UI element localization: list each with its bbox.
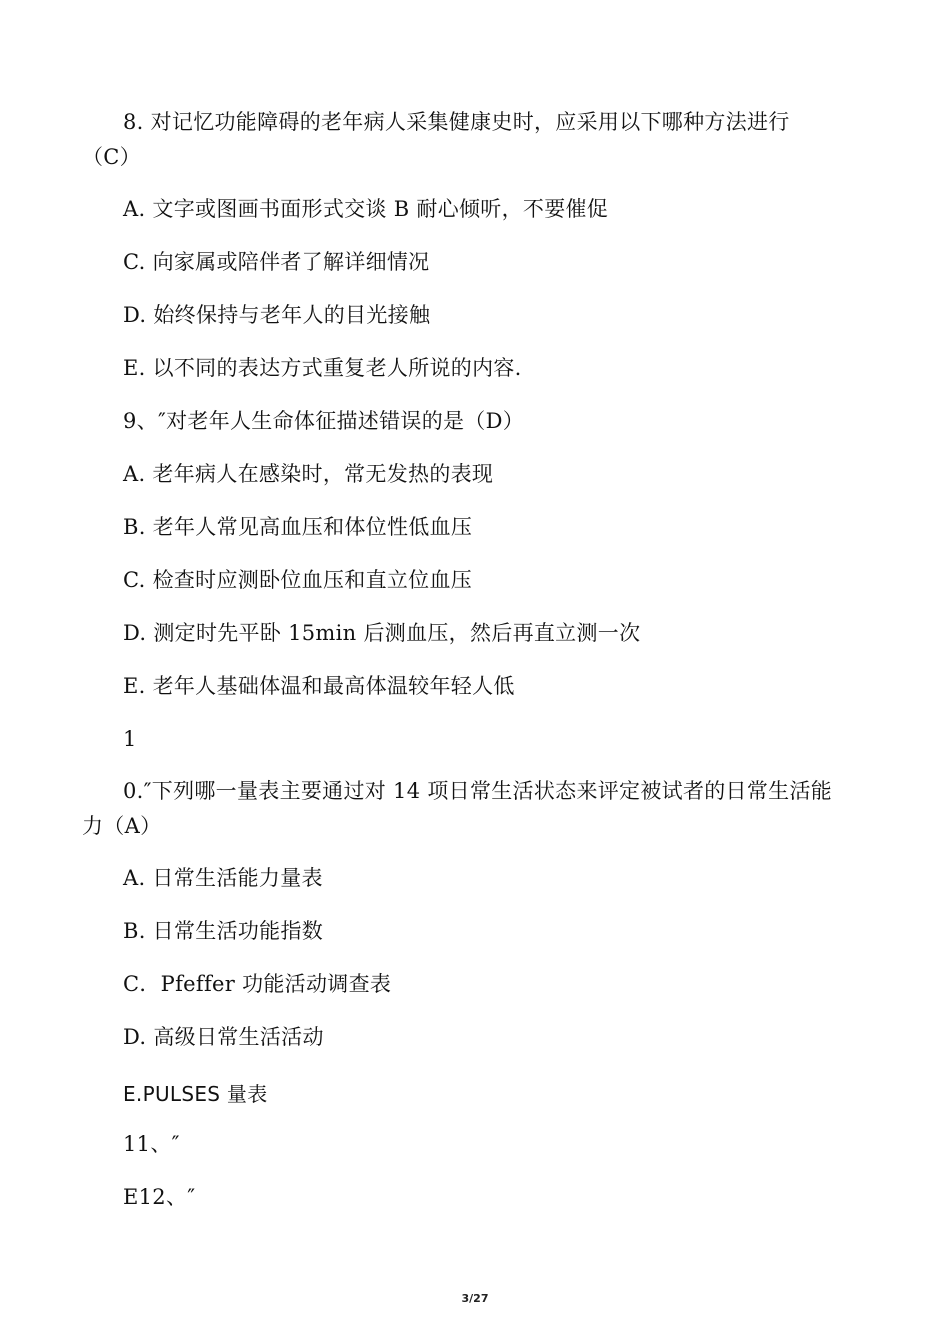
question-12-header: E12、″ — [123, 1185, 196, 1209]
question-8-option-d: D. 始终保持与老年人的目光接触 — [123, 303, 431, 327]
question-9-option-d: D. 测定时先平卧 15min 后测血压，然后再直立测一次 — [123, 621, 641, 645]
question-10-option-d: D. 高级日常生活活动 — [123, 1025, 324, 1049]
question-10-number-fragment: 1 — [123, 727, 137, 751]
question-8-option-c: C. 向家属或陪伴者了解详细情况 — [123, 250, 430, 274]
question-11-header: 11、″ — [123, 1132, 180, 1156]
question-10-option-b: B. 日常生活功能指数 — [123, 919, 324, 943]
question-8-option-a: A. 文字或图画书面形式交谈 B 耐心倾听，不要催促 — [123, 197, 609, 221]
question-10-option-c: C．Pfeffer 功能活动调查表 — [123, 972, 392, 996]
question-10-answer: 力（A） — [82, 814, 162, 838]
question-9-option-b: B. 老年人常见高血压和体位性低血压 — [123, 515, 473, 539]
question-9-option-e: E. 老年人基础体温和最高体温较年轻人低 — [123, 674, 515, 698]
question-8-option-e: E. 以不同的表达方式重复老人所说的内容. — [123, 356, 522, 380]
question-10-option-a: A. 日常生活能力量表 — [123, 866, 323, 890]
question-9-option-c: C. 检查时应测卧位血压和直立位血压 — [123, 568, 473, 592]
question-8-answer: （C） — [82, 145, 141, 169]
question-9-option-a: A. 老年病人在感染时，常无发热的表现 — [123, 462, 494, 486]
question-9-text: 9、″对老年人生命体征描述错误的是（D） — [123, 409, 525, 433]
question-8-text: 8. 对记忆功能障碍的老年病人采集健康史时，应采用以下哪种方法进行 — [123, 110, 790, 134]
question-10-text: 0.″下列哪一量表主要通过对 14 项日常生活状态来评定被试者的日常生活能 — [123, 779, 833, 803]
question-10-option-e: E.PULSES 量表 — [123, 1082, 268, 1106]
page-number: 3/27 — [461, 1292, 489, 1305]
